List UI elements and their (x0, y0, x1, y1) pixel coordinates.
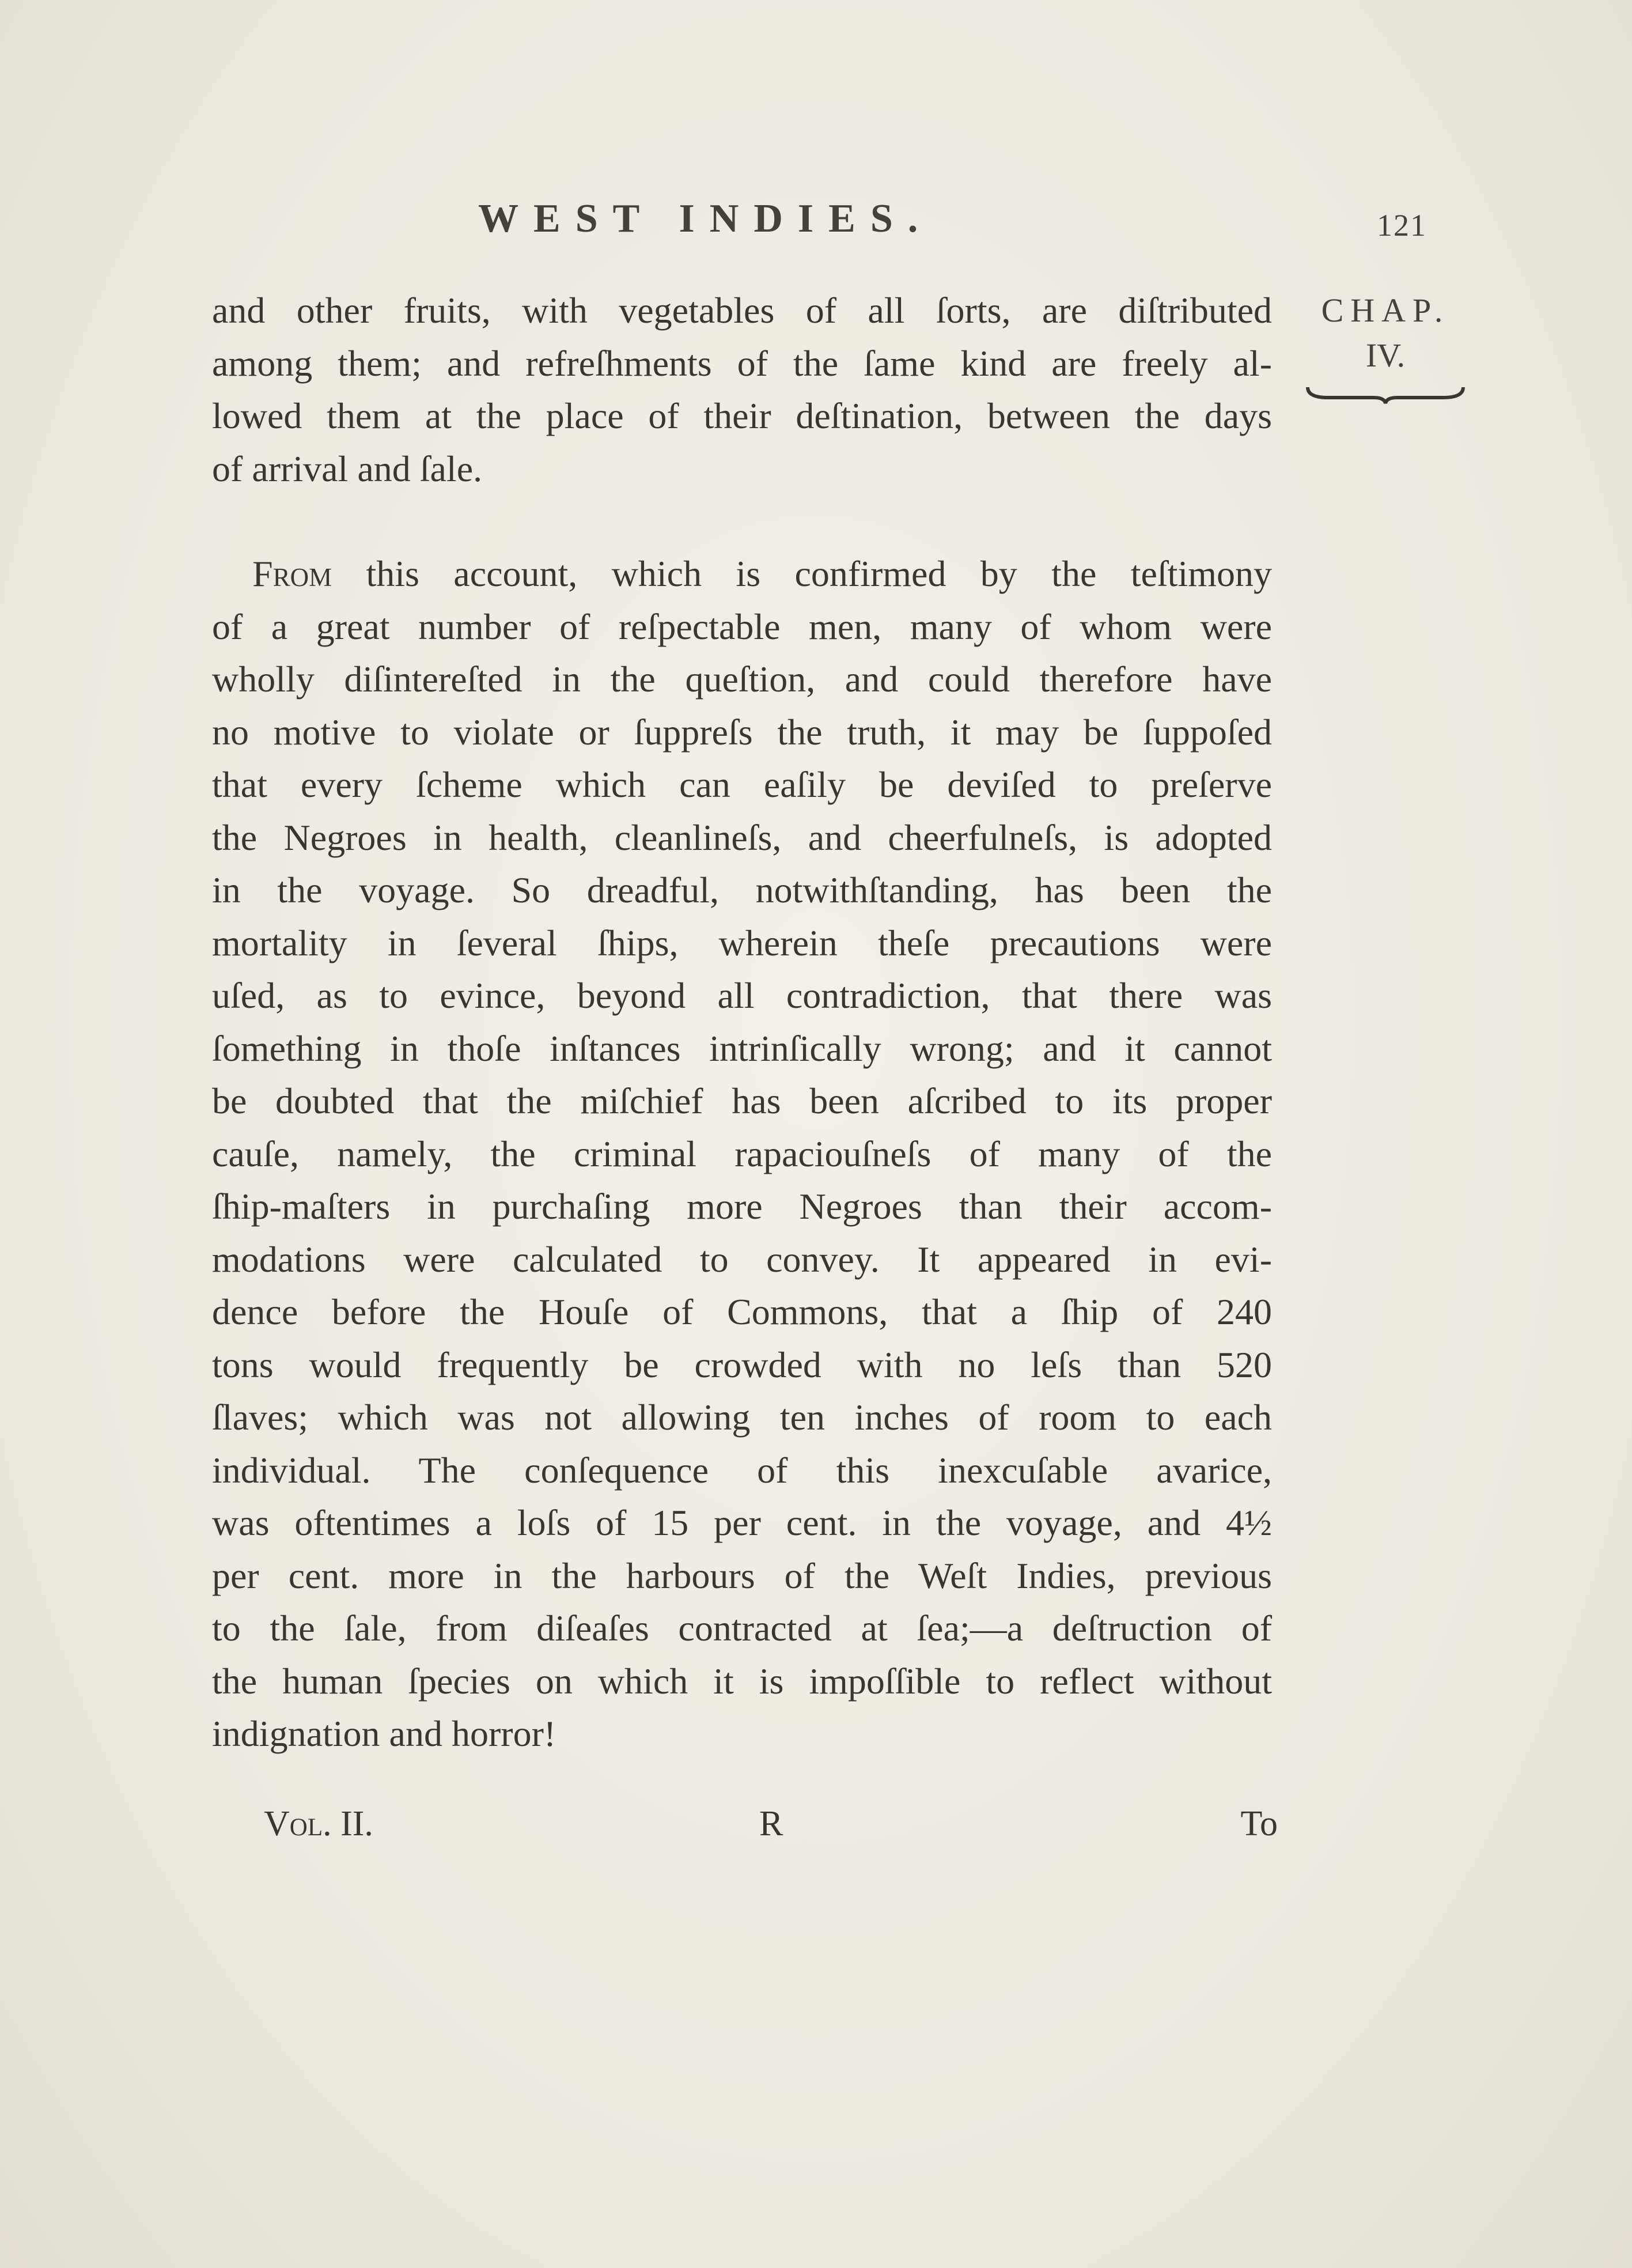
text-line: cauſe, namely, the criminal rapaciouſneſs of many of the (212, 1133, 1272, 1174)
text-line: lowed them at the place of their deſtination, between the days (212, 395, 1272, 436)
text-line: wholly diſintereſted in the queſtion, and could therefore have (212, 659, 1272, 700)
text-line-lead (212, 547, 1272, 600)
text-line: indignation and horror! (212, 1713, 556, 1754)
catchword: To (1240, 1804, 1278, 1843)
text-line: uſed, as to evince, beyond all contradiction, that there was (212, 975, 1272, 1016)
chapter-margin-note (1299, 288, 1472, 406)
text-line: individual. The conſequence of this inexcuſable avarice, (212, 1449, 1272, 1491)
text-line-rest: this account, which is confirmed by the teſtimony (366, 553, 1273, 594)
brace-ornament-icon (1305, 383, 1466, 406)
paragraph-1 (212, 284, 1272, 495)
text-line: mortality in ſeveral ſhips, wherein theſe precautions were (212, 922, 1272, 963)
signature-mark: R (759, 1804, 783, 1843)
text-line: modations were calculated to convey. It appeared in evi- (212, 1238, 1272, 1280)
text-line: tons would frequently be crowded with no leſs than 520 (212, 1344, 1272, 1385)
chapter-label: CHAP. (1321, 292, 1450, 329)
page-number: 121 (1377, 208, 1427, 243)
text-line: ſomething in thoſe inſtances intrinſically wrong; and it cannot (212, 1027, 1272, 1069)
text-line: to the ſale, from diſeaſes contracted at ſea;—a deſtruction of (212, 1608, 1272, 1649)
text-line: ſhip-maſters in purchaſing more Negroes than their accom- (212, 1186, 1272, 1227)
text-line: of a great number of reſpectable men, many of whom were (212, 606, 1272, 647)
text-line: of arrival and ſale. (212, 448, 483, 489)
text-line: was oftentimes a loſs of 15 per cent. in the voyage, and 4½ (212, 1502, 1272, 1543)
running-title: WEST INDIES. (478, 196, 933, 241)
lead-word: From (252, 553, 332, 594)
text-line: per cent. more in the harbours of the Weſt Indies, previous (212, 1555, 1272, 1596)
chapter-number: IV. (1365, 337, 1406, 374)
text-line: be doubted that the miſchief has been aſcribed to its proper (212, 1080, 1272, 1121)
volume-label: Vol. II. (264, 1804, 373, 1843)
text-line: among them; and refreſhments of the ſame kind are freely al- (212, 342, 1272, 384)
text-line: the human ſpecies on which it is impoſſible to reflect without (212, 1660, 1272, 1702)
text-line: that every ſcheme which can eaſily be deviſed to preſerve (212, 764, 1272, 805)
text-line: in the voyage. So dreadful, notwithſtanding, has been the (212, 870, 1272, 910)
text-line: no motive to violate or ſuppreſs the truth, it may be ſuppoſed (212, 711, 1272, 753)
text-line: dence before the Houſe of Commons, that a ſhip of 240 (212, 1291, 1272, 1332)
page-footer (264, 1804, 1278, 1855)
text-line: the Negroes in health, cleanlineſs, and cheerfulneſs, is adopted (212, 817, 1272, 858)
text-line: ſlaves; which was not allowing ten inches of room to each (212, 1397, 1272, 1438)
text-line: and other fruits, with vegetables of all ſorts, are diſtributed (212, 290, 1272, 331)
paragraph-2 (212, 547, 1272, 1760)
